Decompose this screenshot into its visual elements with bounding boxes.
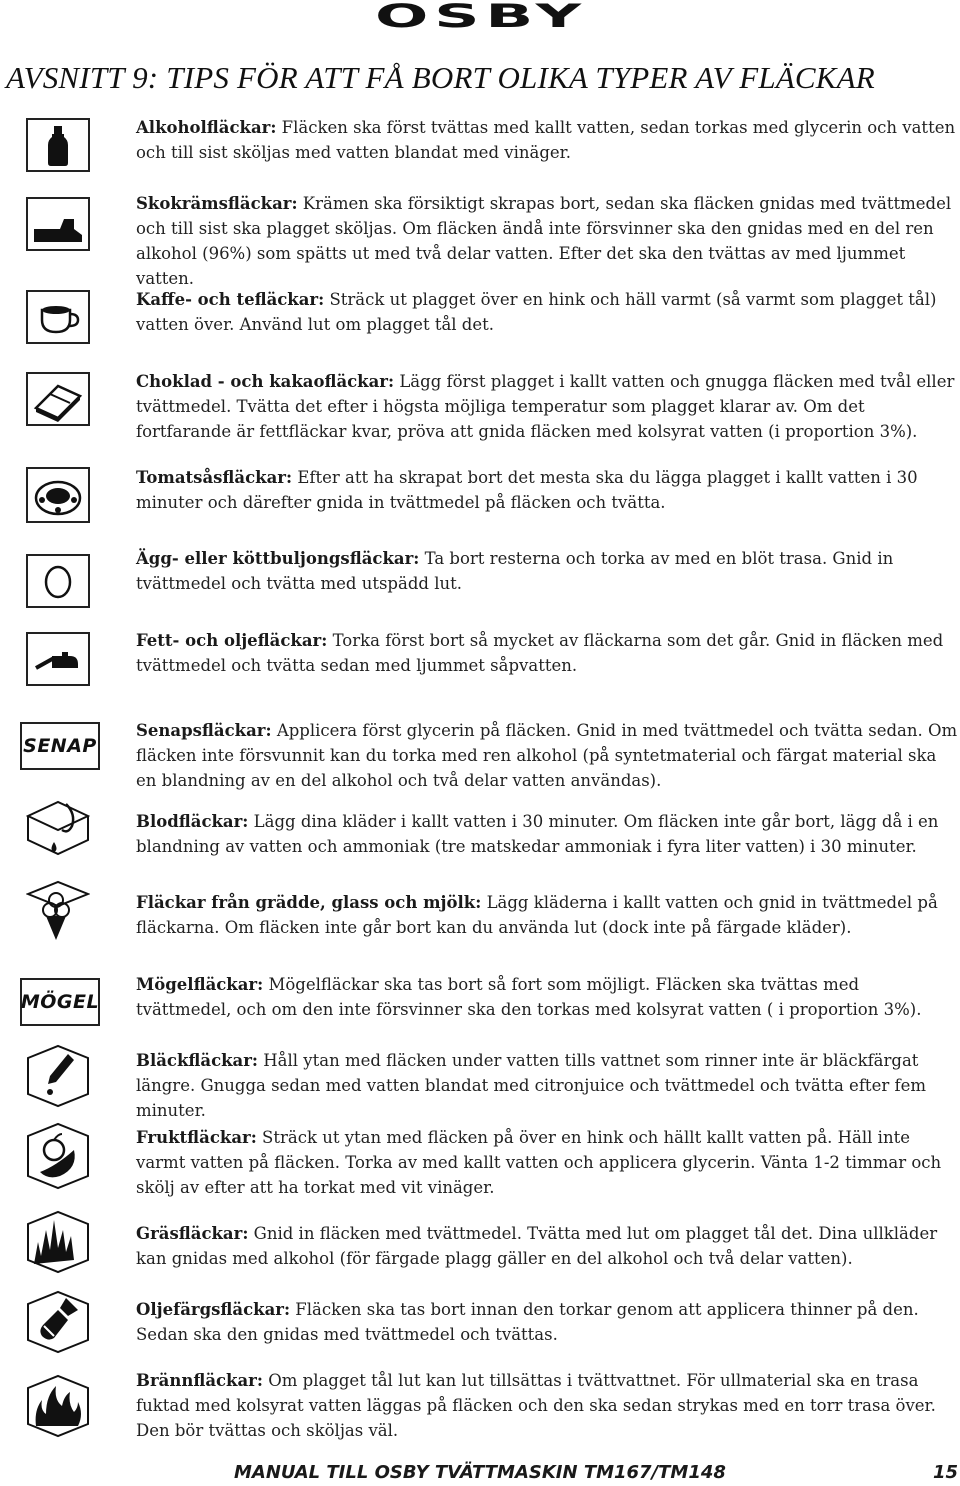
stain-tip-coffee-tea [136, 287, 958, 337]
coffee-cup-icon [26, 290, 90, 344]
stain-tip-burn [136, 1368, 958, 1443]
stain-tip-alcohol [136, 115, 958, 165]
stain-tip-mustard [136, 718, 958, 793]
stain-tip-grease [136, 628, 958, 678]
ice-cream-icon [26, 880, 90, 944]
stain-label: Oljefärgsfläckar: [136, 1300, 291, 1319]
stain-label: Choklad - och kakaofläckar: [136, 372, 395, 391]
stain-label: Fruktfläckar: [136, 1128, 257, 1147]
senap-word-icon: SENAP [20, 722, 100, 770]
stain-label: Mögelfläckar: [136, 975, 264, 994]
paint-brush-icon [26, 1290, 90, 1354]
stain-tip-oil-paint [136, 1297, 958, 1347]
tomato-sauce-icon [26, 467, 90, 523]
stain-label: Kaffe- och tefläckar: [136, 290, 325, 309]
stain-label: Fett- och oljefläckar: [136, 631, 328, 650]
stain-text: Gnid in fläcken med tvättmedel. Tvätta med lut om plagget tål det. Dina ullkläder kan gnidas med alkohol (för färgade plagg gäller en del alkohol och två delar vatten). [136, 1224, 938, 1268]
fountain-pen-icon [26, 1044, 90, 1108]
stain-text: Krämen ska försiktigt skrapas bort, sedan ska fläcken gnidas med tvättmedel och till sist ska plagget sköljas. Om fläcken ändå inte försvinner ska den gnidas med en del ren alkohol (96%) som spätts ut med två delar vatten. Efter det ska den tvättas av med ljummet vatten. [136, 194, 952, 288]
logo-text: OSBY [375, 2, 587, 30]
stain-text: Håll ytan med fläcken under vatten tills vattnet som rinner inte är bläckfärgat längre. Gnugga sedan med vatten blandat med citronjuice och tvättmedel och tvätta efter fem minuter. [136, 1051, 926, 1120]
stain-text: Lägg kläderna i kallt vatten och gnid in tvättmedel på fläckarna. Om fläcken inte går bort kan du använda lut (dock inte på färgade kläder). [136, 893, 938, 937]
stain-text: Mögelfläckar ska tas bort så fort som möjligt. Fläcken ska tvättas med tvättmedel, och om den inte försvinner ska den torkas med kolsyrat vatten ( i proportion 3%). [136, 975, 922, 1019]
stain-label: Blodfläckar: [136, 812, 249, 831]
mogel-word-icon: MÖGEL [20, 978, 100, 1026]
stain-text: Sträck ut ytan med fläcken på över en hink och hällt kallt vatten på. Häll inte varmt vatten på fläcken. Torka av med kallt vatten och applicera glycerin. Vänta 1-2 timmar och skölj av efter att ha torkat med vit vinäger. [136, 1128, 942, 1197]
osby-logo [374, 2, 588, 30]
burn-flame-icon [26, 1374, 90, 1438]
stain-text: Lägg dina kläder i kallt vatten i 30 minuter. Om fläcken inte går bort, lägg då i en blandning av vatten och ammoniak (tre matskedar ammoniak i fyra liter vatten) i 30 minuter. [136, 812, 939, 856]
stain-tip-fruit [136, 1125, 958, 1200]
blood-drop-icon [26, 798, 90, 858]
stain-tip-ink [136, 1048, 958, 1123]
stain-label: Bläckfläckar: [136, 1051, 259, 1070]
chocolate-bar-icon [26, 372, 90, 426]
stain-tip-egg [136, 546, 958, 596]
stain-tip-tomato [136, 465, 958, 515]
stain-label: Gräsfläckar: [136, 1224, 249, 1243]
egg-icon [26, 554, 90, 608]
stain-label: Senapsfläckar: [136, 721, 272, 740]
stain-label: Alkoholfläckar: [136, 118, 277, 137]
stain-label: Tomatsåsfläckar: [136, 468, 293, 487]
stain-text: Applicera först glycerin på fläcken. Gnid in med tvättmedel och tvätta sedan. Om fläcken inte försvunnit kan du torka med ren alkohol (på syntetmaterial och färgat material ska en blandning av en del alkohol och två delar vatten användas). [136, 721, 958, 790]
fruit-icon [26, 1122, 90, 1190]
manual-title: MANUAL TILL OSBY TVÄTTMASKIN TM167/TM148 [234, 1462, 726, 1483]
stain-tip-grass [136, 1221, 958, 1271]
stain-text: Ta bort resterna och torka av med en blöt trasa. Gnid in tvättmedel och tvätta med utspädd lut. [136, 549, 894, 593]
stain-text: Lägg först plagget i kallt vatten och gnugga fläcken med tvål eller tvättmedel. Tvätta det efter i högsta möjliga temperatur som plagget klarar av. Om det fortfarande är fettfläckar kvar, pröva att gnida fläcken med kolsyrat vatten (i proportion 3%). [136, 372, 955, 441]
stain-tip-mold [136, 972, 958, 1022]
stain-tip-blood [136, 809, 958, 859]
grass-icon [26, 1210, 90, 1274]
stain-text: Sträck ut plagget över en hink och häll varmt (så varmt som plagget tål) vatten över. Använd lut om plagget tål det. [136, 290, 937, 334]
stain-tip-shoe-polish [136, 191, 958, 291]
stain-label: Brännfläckar: [136, 1371, 263, 1390]
oil-can-icon [26, 632, 90, 686]
stain-tip-dairy [136, 890, 958, 940]
stain-label: Skokrämsfläckar: [136, 194, 298, 213]
page-number: 15 [932, 1462, 958, 1483]
stain-text: Efter att ha skrapat bort det mesta ska du lägga plagget i kallt vatten i 30 minuter och därefter gnida in tvättmedel på fläcken och tvätta. [136, 468, 918, 512]
stain-text: Fläcken ska tas bort innan den torkar genom att applicera thinner på den. Sedan ska den gnidas med tvättmedel och tvättas. [136, 1300, 919, 1344]
page-title: AVSNITT 9: TIPS FÖR ATT FÅ BORT OLIKA TYPER AV FLÄCKAR [6, 60, 875, 95]
stain-label: Fläckar från grädde, glass och mjölk: [136, 893, 482, 912]
shoe-icon [26, 197, 90, 251]
bottle-icon [26, 118, 90, 172]
stain-text: Om plagget tål lut kan lut tillsättas i tvättvattnet. För ullmaterial ska en trasa fuktad med kolsyrat vatten läggas på fläcken och den ska sedan strykas med en torr trasa över. Den bör tvättas och sköljas väl. [136, 1371, 936, 1440]
stain-text: Torka först bort så mycket av fläckarna som det går. Gnid in fläcken med tvättmedel och tvätta sedan med ljummet såpvatten. [136, 631, 944, 675]
stain-text: Fläcken ska först tvättas med kallt vatten, sedan torkas med glycerin och vatten och till sist sköljas med vatten blandat med vinäger. [136, 118, 956, 162]
stain-tip-chocolate [136, 369, 958, 444]
stain-label: Ägg- eller köttbuljongsfläckar: [136, 549, 420, 568]
